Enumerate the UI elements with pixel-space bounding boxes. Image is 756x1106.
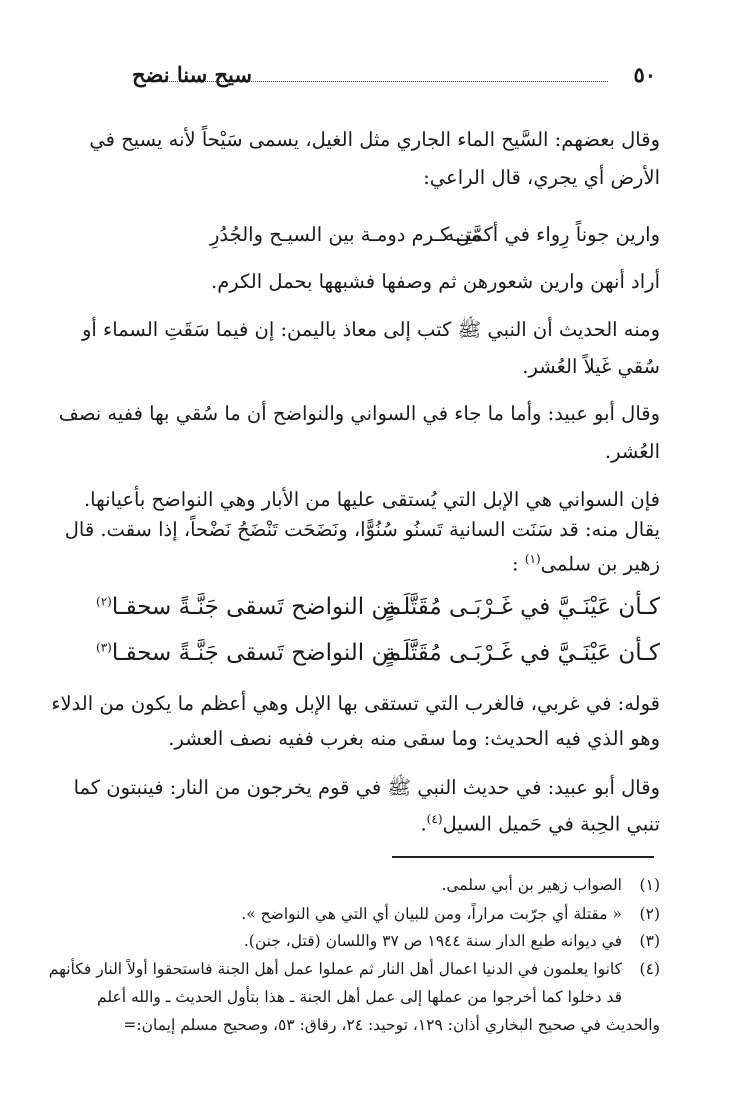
paragraph-4-line-2: العُشر. [604,440,660,463]
footnote-4-line-1: كانوا يعلمون في الدنيا اعمال أهل النار ثم عملوا عمل أهل الجنة فاستحقوا أولاً النار فكأنهم [48,960,622,978]
footnote-ref-3: (٣) [96,640,112,655]
verse-3-hemistich-2-text: من النواضح تَسقى جَنَّـةً سحقـا [111,640,402,666]
paragraph-1-line-1: وقال بعضهم: السَّيح الماء الجاري مثل الغيل، يسمى سَيْحاً لأنه يسيح في [89,128,660,151]
footnote-3 [96,932,660,950]
paragraph-1-line-2: الأرض أي يجري، قال الراعي: [423,166,660,189]
footnote-1-text: الصواب زهير بن أبي سلمى. [441,876,622,894]
verse-2-hemistich-2-text: من النواضح تَسقى جَنَّـةً سحقـا [111,594,402,620]
footnote-2-number: (٢) [639,905,660,923]
colon: : [512,552,519,576]
footnote-separator [392,856,654,858]
footnote-4 [48,960,660,978]
paragraph-4-line-1: وقال أبو عبيد: وأما ما جاء في السواني والنواضح أن ما سُقي بها ففيه نصف [58,402,660,425]
paragraph-2: أراد أنهن وارين شعورهن ثم وصفها فشبهها بحمل الكرم. [211,270,660,293]
page-number: ٥٠ [633,62,656,87]
running-title: سيح سنا نضح [131,62,252,87]
paragraph-5-line-3 [96,552,660,576]
footnote-2-text: « مقتلة أي جرّبت مراراً، ومن للبيان أي التي هي النواضح ». [241,905,622,923]
paragraph-6-line-1: قوله: في غربي، فالغرب التي تستقى بها الإبل وهي أعظم ما يكون من الدلاء [51,692,660,715]
verse-1-hemistich-2: من كـرم دومـة بين السيـح والجُدُرِ [210,223,481,246]
paragraph-3-line-1: ومنه الحديث أن النبي ﷺ كتب إلى معاذ باليمن: إن فيما سَقَتِ السماء أو [82,318,660,341]
verse-2-hemistich-1: كـأن عَيْنَـيَّ في غَـرْبَـى مُقَتَّلَـةٍ [384,594,660,620]
footnote-4-number: (٤) [639,960,660,978]
footnote-4-line-3: والحديث في صحيح البخاري أذان: ١٢٩، توحيد: ٢٤، رقاق: ٥٣، وصحيح مسلم إيمان:= [123,1016,660,1034]
footnote-1 [96,876,660,894]
poet-name: زهير بن سلمى [540,552,660,576]
paragraph-5-line-2: يقال منه: قد سَنَت السانية تَسنُو سُنُوًّا، ونَضَحَت تَنْضَحُ نَضْحاً، إذا سقت. قال [64,518,660,541]
footnote-ref-2: (٢) [96,594,112,609]
paragraph-7-line-2-text: تنبي الحِبة في حَميل السيل [442,812,660,836]
footnote-3-number: (٣) [639,932,660,950]
verse-3-hemistich-2 [96,640,401,666]
paragraph-3-line-2: سُقي غَيلاً العُشر. [522,355,660,378]
verse-1-hemistich-1: وارين جوناً رِواء في أكمَّتِــه [444,223,660,246]
paragraph-6-line-2: وهو الذي فيه الحديث: وما سقى منه بغرب ففيه نصف العشر. [168,727,660,750]
page-header [96,62,656,92]
verse-2-hemistich-2 [96,594,401,620]
footnote-4-line-2: قد دخلوا كما أخرجوا من عملها إلى عمل أهل الجنة ـ هذا بتأول الحديث ـ والله أعلم [97,988,622,1006]
verse-3-hemistich-1: كـأن عَيْنَـيَّ في غَـرْبَـى مُقَتَّلَـةٍ [384,640,660,666]
period: . [420,812,427,836]
footnote-3-text: في ديوانه طبع الدار سنة ١٩٤٤ ص ٣٧ واللسان (قتل، جنن). [243,932,622,950]
footnote-ref-1: (١) [524,552,541,566]
paragraph-7-line-1: وقال أبو عبيد: في حديث النبي ﷺ في قوم يخرجون من النار: فينبتون كما [73,776,660,799]
footnote-2 [96,905,660,923]
paragraph-5-line-1: فإن السواني هي الإبل التي يُستقى عليها من الأبار وهي النواضح بأعيانها. [83,488,660,511]
footnote-1-number: (١) [639,876,660,894]
paragraph-7-line-2 [96,812,660,836]
footnote-ref-4: (٤) [426,812,443,826]
